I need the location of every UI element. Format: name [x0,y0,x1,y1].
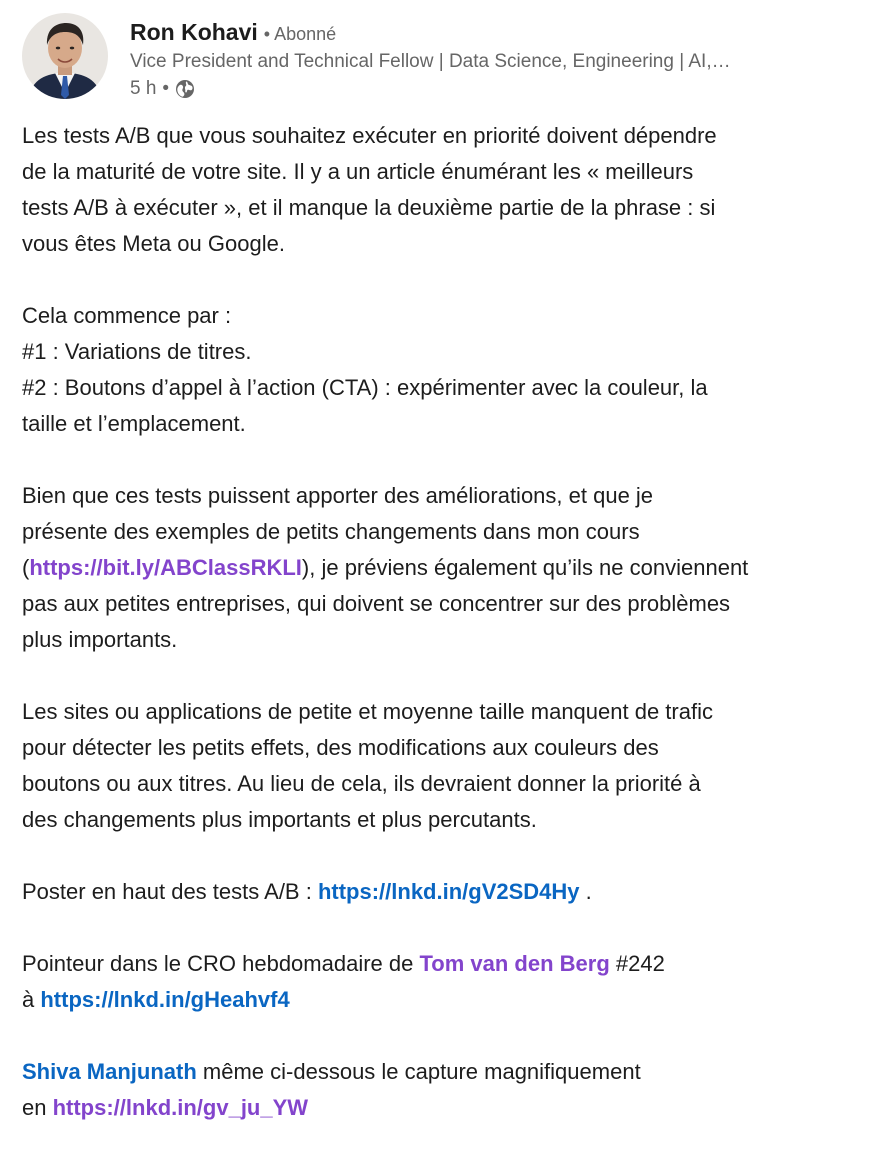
mention-tom-van-den-berg[interactable]: Tom van den Berg [419,951,610,976]
text-fragment: ( [22,555,30,580]
paragraph-gap [22,910,888,946]
text-line [22,550,888,586]
paragraph-meme [22,1054,888,1126]
avatar-photo [22,13,108,99]
text-line: taille et l’emplacement. [22,411,246,436]
text-fragment: Poster en haut des tests A/B : [22,879,318,904]
text-line: pour détecter les petits effets, des modifications aux couleurs des [22,735,659,760]
text-line: présente des exemples de petits changements dans mon cours [22,519,640,544]
text-fragment: . [579,879,592,904]
text-line: plus importants. [22,627,178,652]
text-line [22,946,888,982]
paragraph-gap [22,658,888,694]
avatar[interactable] [22,13,108,99]
paragraph-intro [22,118,888,262]
follow-status: Abonné [274,24,337,44]
paragraph-list [22,298,888,442]
paragraph-traffic [22,694,888,838]
text-line [22,982,888,1018]
paragraph-course [22,478,888,658]
text-line: Bien que ces tests puissent apporter des améliorations, et que je [22,483,654,508]
text-line: Les sites ou applications de petite et moyenne taille manquent de trafic [22,699,713,724]
text-line [22,1054,888,1090]
text-line: Cela commence par : [22,303,232,328]
author-meta [130,15,870,103]
text-fragment: ), je préviens également qu’ils ne conviennent [301,555,749,580]
paragraph-gap [22,442,888,478]
text-line: des changements plus importants et plus percutants. [22,807,537,832]
paragraph-gap [22,1018,888,1054]
text-fragment: en [22,1095,53,1120]
post-header [22,13,872,103]
globe-icon [175,79,195,99]
text-line: Les tests A/B que vous souhaitez exécuter en priorité doivent dépendre [22,123,717,148]
mention-shiva-manjunath[interactable]: Shiva Manjunath [22,1059,197,1084]
text-fragment: même ci-dessous le capture magnifiquement [196,1059,641,1084]
post-timestamp: 5 h [130,78,157,99]
poster-link[interactable]: https://lnkd.in/gV2SD4Hy [317,879,580,904]
text-line: boutons ou aux titres. Au lieu de cela, ils devraient donner la priorité à [22,771,701,796]
text-line: #1 : Variations de titres. [22,339,252,364]
meme-link[interactable]: https://lnkd.in/gv_ju_YW [52,1095,309,1120]
text-line: tests A/B à exécuter », et il manque la deuxième partie de la phrase : si [22,195,716,220]
author-name-line [130,15,870,49]
text-line [22,874,888,910]
text-line [22,1090,888,1126]
text-line: pas aux petites entreprises, qui doivent se concentrer sur des problèmes [22,591,731,616]
separator-dot: • [263,24,271,44]
post-time-line [130,75,870,103]
text-line: vous êtes Meta ou Google. [22,231,285,256]
separator-dot: • [162,78,170,99]
text-fragment: à [22,987,41,1012]
course-link[interactable]: https://bit.ly/ABClassRKLI [29,555,302,580]
cro-weekly-link[interactable]: https://lnkd.in/gHeahvf4 [40,987,290,1012]
text-fragment: #242 [609,951,665,976]
paragraph-gap [22,838,888,874]
post-body [22,118,888,1126]
author-name[interactable]: Ron Kohavi [130,19,258,45]
text-line: #2 : Boutons d’appel à l’action (CTA) : expérimenter avec la couleur, la [22,375,708,400]
paragraph-gap [22,262,888,298]
text-fragment: Pointeur dans le CRO hebdomadaire de [22,951,420,976]
author-headline: Vice President and Technical Fellow | Data Science, Engineering | AI,… [130,51,731,72]
paragraph-poster [22,874,888,910]
text-line: de la maturité de votre site. Il y a un article énumérant les « meilleurs [22,159,694,184]
paragraph-pointer [22,946,888,1018]
